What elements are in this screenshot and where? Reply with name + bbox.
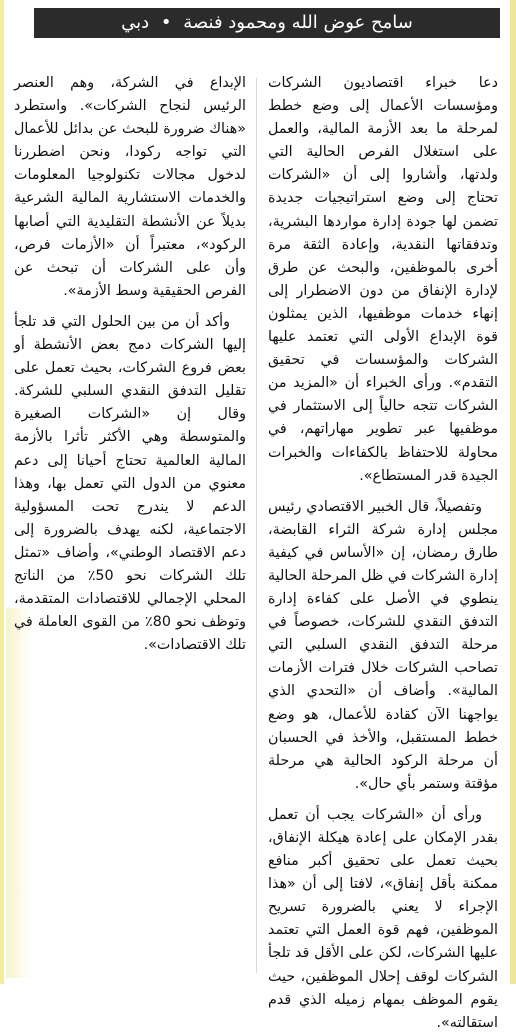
article-column-left <box>14 72 246 654</box>
scan-shadow <box>6 608 32 978</box>
byline-banner <box>34 8 500 38</box>
byline-location: دبي <box>121 12 150 33</box>
article-paragraph: دعا خبراء اقتصاديون الشركات ومؤسسات الأعمال إلى وضع خطط لمرحلة ما بعد الأزمة المالية، والعمل على استغلال الفرص الحالية التي ولدتها، وأشاروا إلى أن «الشركات تحتاج إلى وضع استراتيجيات جديدة تضمن لها جودة إدارة مواردها البشرية، وتدفقاتها النقدية، وإعادة الثقة مرة أخرى بالموظفين، والبحث عن طرق لإدارة الإنفاق من دون الاضطرار إلى إنهاء خدمات موظفيها، الذين يمثلون قوة الإبداع الأولى التي تعتمد عليها الشركات والمؤسسات في تحقيق التقدم». ورأى الخبراء أن «المزيد من الشركات تتجه حالياً إلى الاستثمار في موظفيها عبر تطوير مهاراتهم، في محاولة للاحتفاظ بالكفاءات والخبرات الجيدة قدر المستطاع». <box>268 75 498 484</box>
scan-edge-left <box>0 0 4 984</box>
byline-authors: سامح عوض الله ومحمود فنصة <box>183 12 413 33</box>
article-column-right <box>268 72 498 1031</box>
article-paragraph: وتفصيلاً، قال الخبير الاقتصادي رئيس مجلس إدارة شركة الثراء القابضة، طارق رمضان، إن «الأساس في كيفية إدارة الشركات في ظل المرحلة الحالية ينطوي في الأصل على كفاءة إدارة التدفق النقدي للشركات، خصوصاً في مرحلة التدفق النقدي السلبي التي تصاحب الشركات خلال فترات الأزمات المالية». وأضاف أن «التحدي الذي يواجهنا الآن كقادة للأعمال، هو وضع خطط المستقبل، والأخذ في الحسبان أن مرحلة الركود الحالية هي مرحلة مؤقتة وستمر بأي حال». <box>268 498 498 792</box>
column-divider <box>256 78 257 973</box>
article-paragraph: الإبداع في الشركة، وهم العنصر الرئيس لنجاح الشركات». واستطرد «هناك ضرورة للبحث عن بدائل للأعمال التي تواجه ركودا، ونحن اضطررنا لدخول مجالات تكنولوجيا المعلومات والخدمات الاستشارية المالية الشرعية بديلاً عن الأنشطة التقليدية التي أصابها الركود»، معتبراً أن «الأزمات فرص، وأن على الشركات أن تبحث عن الفرص الحقيقية وسط الأزمة». <box>14 75 246 299</box>
byline-separator: • <box>160 12 172 33</box>
article-paragraph: ورأى أن «الشركات يجب أن تعمل بقدر الإمكان على إعادة هيكلة الإنفاق، بحيث تعمل على تحقيق أكبر منافع ممكنة بأقل إنفاق»، لافتا إلى أن «هذا الإجراء لا يعني بالضرورة تسريح الموظفين، فهم قوة العمل التي تعتمد عليها الشركات، لكن على الأقل قد تلجأ الشركات لوقف إحلال الموظفين، حيث يقوم الموظف بمهام زميله الذي قدم استقالته». <box>268 806 498 1031</box>
article-paragraph: وأكد أن من بين الحلول التي قد تلجأ إليها الشركات دمج بعض الأنشطة أو بعض فروع الشركات، بحيث تعمل على تقليل التدفق النقدي السلبي للشركة. وقال إن «الشركات الصغيرة والمتوسطة وهي الأكثر تأثرا بالأزمة المالية العالمية تحتاج أحيانا إلى دعم معنوي من الدول التي تعمل بها، وهذا الدعم لا يندرج تحت المسؤولية الاجتماعية، لكنه يهدف بالضرورة إلى دعم الاقتصاد الوطني»، وأضاف «تمثل تلك الشركات نحو 50٪ من الناتج المحلي الإجمالي للاقتصادات المتقدمة، وتوظف نحو 80٪ من القوى العاملة في تلك الاقتصادات». <box>14 313 246 654</box>
scan-edge-right <box>510 0 516 984</box>
